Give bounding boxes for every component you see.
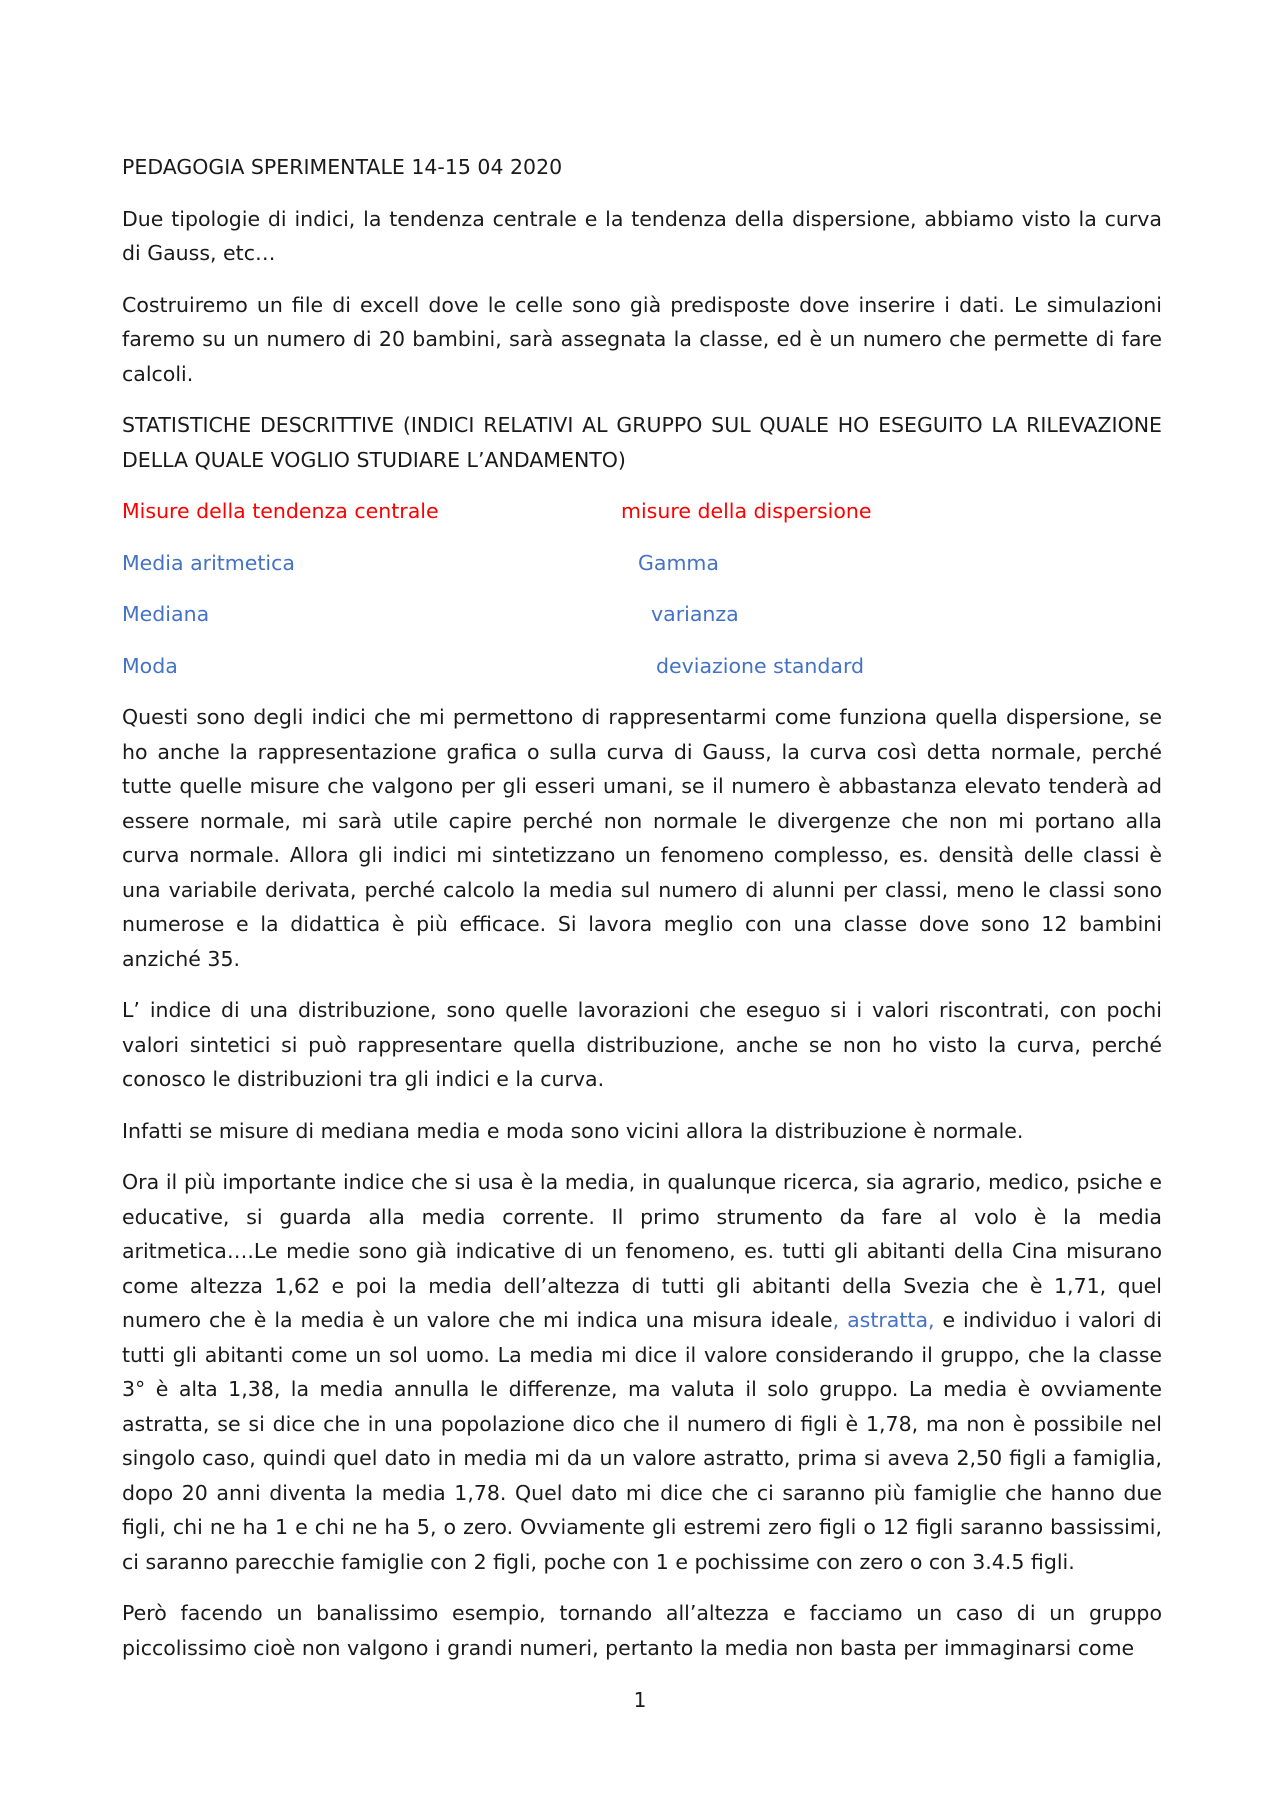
paragraph-example: Però facendo un banalissimo esempio, tornando all’altezza e facciamo un caso di un gruppo piccolissimo cioè non valgono i grandi numeri, pertanto la media non basta per immaginarsi come [122, 1601, 1162, 1660]
measures-row [122, 546, 1162, 581]
paragraph-normal: Infatti se misure di mediana media e moda sono vicini allora la distribuzione è normale. [122, 1118, 1024, 1143]
measure-range: Gamma [638, 550, 719, 575]
paragraph-mean-text-1: Ora il più importante indice che si usa è la media, in qualunque ricerca, sia agrario, medico, psiche e educative, si guarda alla media corrente. Il primo strumento da fare al volo è la media aritmetica….Le medie sono già indicative di un fenomeno, es. tutti gli abitanti della Cina misurano come altezza 1,62 e poi la media dell’altezza di tutti gli abitanti della Svezia che è 1,71, quel numero che è la media è un valore che mi indica una misura ideale [122, 1170, 1162, 1332]
measure-standard-deviation: deviazione standard [656, 653, 865, 678]
measure-mode: Moda [122, 653, 178, 678]
measure-variance: varianza [651, 602, 739, 626]
page-number: 1 [633, 1688, 647, 1712]
section-heading: STATISTICHE DESCRITTIVE (INDICI RELATIVI AL GRUPPO SUL QUALE HO ESEGUITO LA RILEVAZIONE DELLA QUALE VOGLIO STUDIARE L’ANDAMENTO) [122, 413, 1162, 472]
paragraph-distribution: L’ indice di una distribuzione, sono quelle lavorazioni che eseguo si i valori riscontrati, con pochi valori sintetici si può rappresentare quella distribuzione, anche se non ho visto la curva, perché conosco le distribuzioni tra gli indici e la curva. [122, 998, 1162, 1091]
measures-row [122, 649, 1162, 684]
measures-row [122, 597, 1162, 632]
paragraph-mean-text-2: e individuo i valori di tutti gli abitanti come un sol uomo. La media mi dice il valore considerando il gruppo, che la classe 3° è alta 1,38, la media annulla le differenze, ma valuta il solo gruppo. La media è ovviamente astratta, se si dice che in una popolazione dico che il numero di figli è 1,78, ma non è possibile nel singolo caso, quindi quel dato in media mi da un valore astratto, prima si aveva 2,50 figli a famiglia, dopo 20 anni diventa la media 1,78. Quel dato mi dice che ci saranno più famiglie che hanno due figli, chi ne ha 1 e chi ne ha 5, o zero. Ovviamente gli estremi zero figli o 12 figli saranno bassissimi, ci saranno parecchie famiglie con 2 figli, poche con 1 e pochissime con zero o con 3.4.5 figli. [122, 1308, 1162, 1574]
dispersion-header: misure della dispersione [621, 499, 872, 523]
document-title: PEDAGOGIA SPERIMENTALE 14-15 04 2020 [122, 155, 563, 179]
measure-median: Mediana [122, 602, 210, 626]
measures-header-row [122, 494, 1162, 529]
paragraph-indices: Questi sono degli indici che mi permettono di rappresentarmi come funziona quella dispersione, se ho anche la rappresentazione grafica o sulla curva di Gauss, la curva così detta normale, perché tutte quelle misure che valgono per gli esseri umani, se il numero è abbastanza elevato tenderà ad essere normale, mi sarà utile capire perché non normale le divergenze che non mi portano alla curva normale. Allora gli indici mi sintetizzano un fenomeno complesso, es. densità delle classi è una variabile derivata, perché calcolo la media sul numero di alunni per classi, meno le classi sono numerose e la didattica è più efficace. Si lavora meglio con una classe dove sono 12 bambini anziché 35. [122, 705, 1162, 971]
highlight-abstract: , astratta, [832, 1308, 935, 1332]
paragraph-intro: Due tipologie di indici, la tendenza centrale e la tendenza della dispersione, abbiamo visto la curva di Gauss, etc… [122, 206, 1162, 265]
central-tendency-header: Misure della tendenza centrale [122, 499, 439, 523]
paragraph-mean [122, 1165, 1162, 1579]
paragraph-excel: Costruiremo un file di excell dove le celle sono già predisposte dove inserire i dati. Le simulazioni faremo su un numero di 20 bambini, sarà assegnata la classe, ed è un numero che permette di fare calcoli. [122, 292, 1162, 386]
document-body [122, 150, 1162, 1682]
measure-arithmetic-mean: Media aritmetica [122, 550, 295, 575]
